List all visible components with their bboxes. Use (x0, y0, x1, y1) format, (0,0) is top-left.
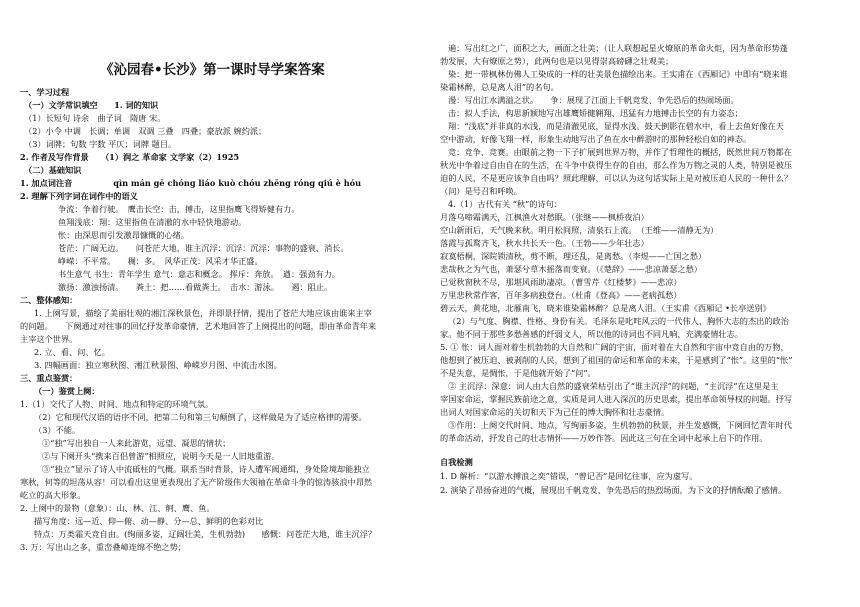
section-heading: 自我检测 (440, 457, 473, 467)
section-heading: 一、学习过程 (20, 87, 70, 97)
section-heading: 三、重点鉴赏： (20, 373, 78, 383)
text-line: 1. 上阕写景，描绘了美丽壮观的湘江深秋景色，并即景抒情，提出了苍茫大地应该由谁来主宰 (34, 308, 372, 318)
text-line: 的革命活动，抒发自己的壮志情怀——万妙作答。因此这三句在全词中起承上启下的作用。 (440, 433, 768, 443)
text-line: 出词人对国家命运的关切和天下为己任的博大胸怀和壮志豪情。 (440, 407, 670, 417)
text-line: 秋光中争着过自由自在的生活，在斗争中获得生存的自由，那么作为万物之灵的人类，特别是被压 (440, 160, 793, 170)
text-line: 2. 上阕中的景物（意象）：山、林、江、舸、鹰、鱼。 (20, 503, 215, 513)
section-heading: 二、整体感知： (20, 295, 78, 305)
text-line: 寒秋，何等的坦荡从容！可以看出这里更表现出了无产阶级伟大领袖在革命斗争的惊涛骇浪中昂然 (20, 477, 373, 487)
text-line: 2. 演染了昂扬奋进的气概，展现出千帆竞发、争先恐后的热烈场面，为下文的抒情酝酿了感情。 (440, 485, 787, 495)
text-line: （问）是号召和呼唤。 (440, 186, 522, 196)
text-line: 击：拟人手法，构思新颖地写出雄鹰矫健翱翔、迅猛有力地搏击长空的有力姿态； (448, 108, 743, 118)
text-line: 万里悲秋常作客，百年多病独登台。（杜甫《登高》——老病孤愁） (440, 290, 682, 300)
text-line: 宰国家命运，掌握民族前途之意，实质是词人进入深沉的历史思索，提出革命领导权的问题。抒写 (440, 394, 793, 404)
text-line: 染霜林醉，总是离人泪”的名句。 (440, 82, 559, 92)
text-line: ①“独”写出独自一人来此游览，远望、凝思的情状； (42, 438, 231, 448)
section-heading: 2. 理解下列字词在词作中的语义 (20, 191, 138, 201)
text-line: 屹立的高大形象。 (20, 490, 86, 500)
text-line: 翔：“浅底”并非真的水浅，而是清澈见底，显得水浅。鼓天倒影在碧水中，看上去鱼好像在天 (448, 121, 784, 131)
text-line: 特点：万类霜天竞自由。(绚丽多姿，辽阔壮美，生机勃勃) 感慨：问苍茫大地，谁主沉浮？ (34, 529, 377, 539)
text-line: ③作用：上阕交代时间、地点，写绚丽多姿，生机勃勃的秋景，并生发感慨，下阕回忆青年时代 (448, 420, 792, 430)
text-line: 2. 立、看、问、忆。 (34, 347, 110, 357)
text-line: 鱼翔浅底：翔：这里指鱼在清澈的水中轻快地游动。 (58, 217, 247, 227)
text-line: 1. D 解析：“以游水搏浪之奕”错误，“曾记否”是回忆往事，应为虚写。 (440, 471, 698, 481)
text-line: 已觉秋窗秋不尽，那堪风雨助凄凉。（曹雪芹《红楼梦》——悲凉） (440, 277, 682, 287)
text-line: （1）长短句 诗余 曲子词 隋唐 宋。 (24, 113, 166, 123)
text-line: 空山新雨后，天气晚来秋。明月松间照，清泉石上流。 （王维——清静无为） (440, 225, 719, 235)
text-line: 不是失意，是惆怅，于是他就开始了“问”。 (440, 368, 596, 378)
section-heading: （一）文学常识填空 1. 词的知识 (24, 100, 159, 110)
text-line: 争流：争着行驶。 鹰击长空：击，搏击，这里指鹰飞得矫健有力。 (58, 204, 300, 214)
text-line: 苍茫：广阔无边。 问苍茫大地，谁主沉浮：沉浮：沉浮：事物的盛衰、消长。 (58, 243, 349, 253)
text-line: 主宰这个世界。 (20, 334, 78, 344)
text-line: 的问题。 下阕通过对往事的回忆抒发革命豪情，艺术地回答了上阕提出的问题，即由革命青年来 (20, 321, 377, 331)
section-heading: （一）鉴赏上阕： (34, 386, 100, 396)
text-line: 家。他不同于那些多愁善感的纤弱文人，所以他的诗词也不同凡响，充满豪情壮志。 (440, 329, 743, 339)
text-line: 峥嵘：不平常。 稠：多。 风华正茂：风采才华正盛。 (58, 256, 263, 266)
text-line: 怅：由深思而引发激昂慷慨的心绪。 (58, 230, 190, 240)
section-heading: 2. 作者及写作背景 （1）润之 革命家 文学家（2）1925 (20, 152, 240, 162)
text-line: 书生意气 书生：青年学生 意气：意志和概念。 挥斥：奔放。 遒：强劲有力。 (58, 269, 341, 279)
text-line: 竞：竞争、竞赛。由眼前之物一下子扩展到世界万物，并作了哲理性的概括，既然世间万物都在 (448, 147, 792, 157)
text-line: 月落乌啼霜满天，江枫渔火对愁眠。（张继——枫桥夜泊） (440, 212, 649, 222)
text-line: ②与下阕开头“携来百侣曾游”相照应，说明今天是一人旧地重游。 (42, 451, 280, 461)
text-line: 漫：写出江水满溢之状。 争：展现了江面上千帆竞发、争先恐后的热闹场面。 (448, 95, 739, 105)
text-line: 激扬：激浊扬清。 粪土：把……看做粪土。 击水：游泳。 遏：阻止。 (58, 282, 333, 292)
text-line: 迫的人民，不是更应该争自由吗？照此理解，可以认为这句话实际上是对被压迫人民的一种什么？ (440, 173, 793, 183)
text-line: （2）小令 中调 长调；单调 双调 三叠 四叠；豪放派 婉约派； (24, 126, 267, 136)
text-line: 遍：写出红之广，面积之大，画面之壮美；（让人联想起星火燎原的革命火炬，因为革命形势蓬 (448, 43, 788, 53)
section-heading: 1. 加点词注音 qìn mán gē chóng liáo kuò chóu zhēng róng qiú è hóu (20, 178, 362, 188)
text-line: 3. 四幅画面：独立寒秋图、湘江秋景图、峥嵘岁月图、中流击水图。 (34, 360, 282, 370)
text-line: 5. ① 怅：词人面对着生机勃勃的大自然和广阔的宇宙，面对着在大自然和宇宙中竞自由的万物， (440, 342, 789, 352)
text-line: 3. 万：写出山之多，重峦叠嶂连绵不绝之势； (20, 542, 186, 552)
text-line: 落霞与孤鹜齐飞，秋水共长天一色。（王勃——少年壮志） (440, 238, 649, 248)
text-line: 他想到了被压迫、被剥削的人民，想到了祖国的命运和革命的未来，于是感到了“怅”。这里的“怅” (440, 355, 793, 365)
text-line: 4.（1）古代有关 “秋”的诗句： (448, 199, 563, 209)
text-line: （2）它和现代汉语的语序不同，把第二句和第三句颠倒了，这样做是为了适应格律的需要。 (34, 412, 367, 422)
text-line: 碧云天，黄花地，北雁南飞，晓来谁染霜林醉？总是离人泪。（王实甫《西厢记 •长亭送别》 (440, 303, 771, 313)
section-heading: （二）基础知识 (24, 165, 82, 175)
text-line: 空中游动，好像飞翔一样，形象生动地写出了鱼在水中醉游时的那种轻松自如的神态。 (440, 134, 752, 144)
text-line: 染：把一带枫林仿佛人工染成的一样的壮美景色描绘出来。王实甫在《西厢记》中即有“晓来谁 (448, 69, 788, 79)
text-line: 悲哉秋之为气也，萧瑟兮草木摇落而变衰。（《楚辞》——悲凉萧瑟之愁） (440, 264, 702, 274)
text-line: 寂寞梧桐，深院锁清秋，剪不断，理还乱，是离愁。（李煜——亡国之愁） (440, 251, 707, 261)
text-line: （2）与气度、胸襟、性格、身份有关。毛泽东是叱咤风云的一代伟人，胸怀大志的杰出的政治 (448, 316, 789, 326)
text-line: ② 主沉浮：深意：词人由大自然的盛衰荣枯引出了“谁主沉浮”的问题，“主沉浮”在这里是主 (448, 381, 779, 391)
text-line: 1.（1）交代了人物、时间、地点和特定的环境气氛。 (20, 399, 214, 409)
text-line: （3）不能。 (34, 425, 81, 435)
text-line: ③“独立”显示了诗人中流砥柱的气概。联系当时背景，诗人遭军阀通缉，身处险境却能独立 (42, 464, 370, 474)
text-line: 描写角度：远—近、仰—俯、动—静、分—总、鲜明的色彩对比 (34, 516, 264, 526)
text-line: 勃发展，大有燎原之势），此两句也是以见得崇高磅礴之壮观美； (440, 56, 674, 66)
document-title: 《沁园春•长沙》第一课时导学案答案 (100, 62, 325, 78)
text-line: （3）词牌；句数 字数 平仄；词牌 题目。 (24, 139, 177, 149)
